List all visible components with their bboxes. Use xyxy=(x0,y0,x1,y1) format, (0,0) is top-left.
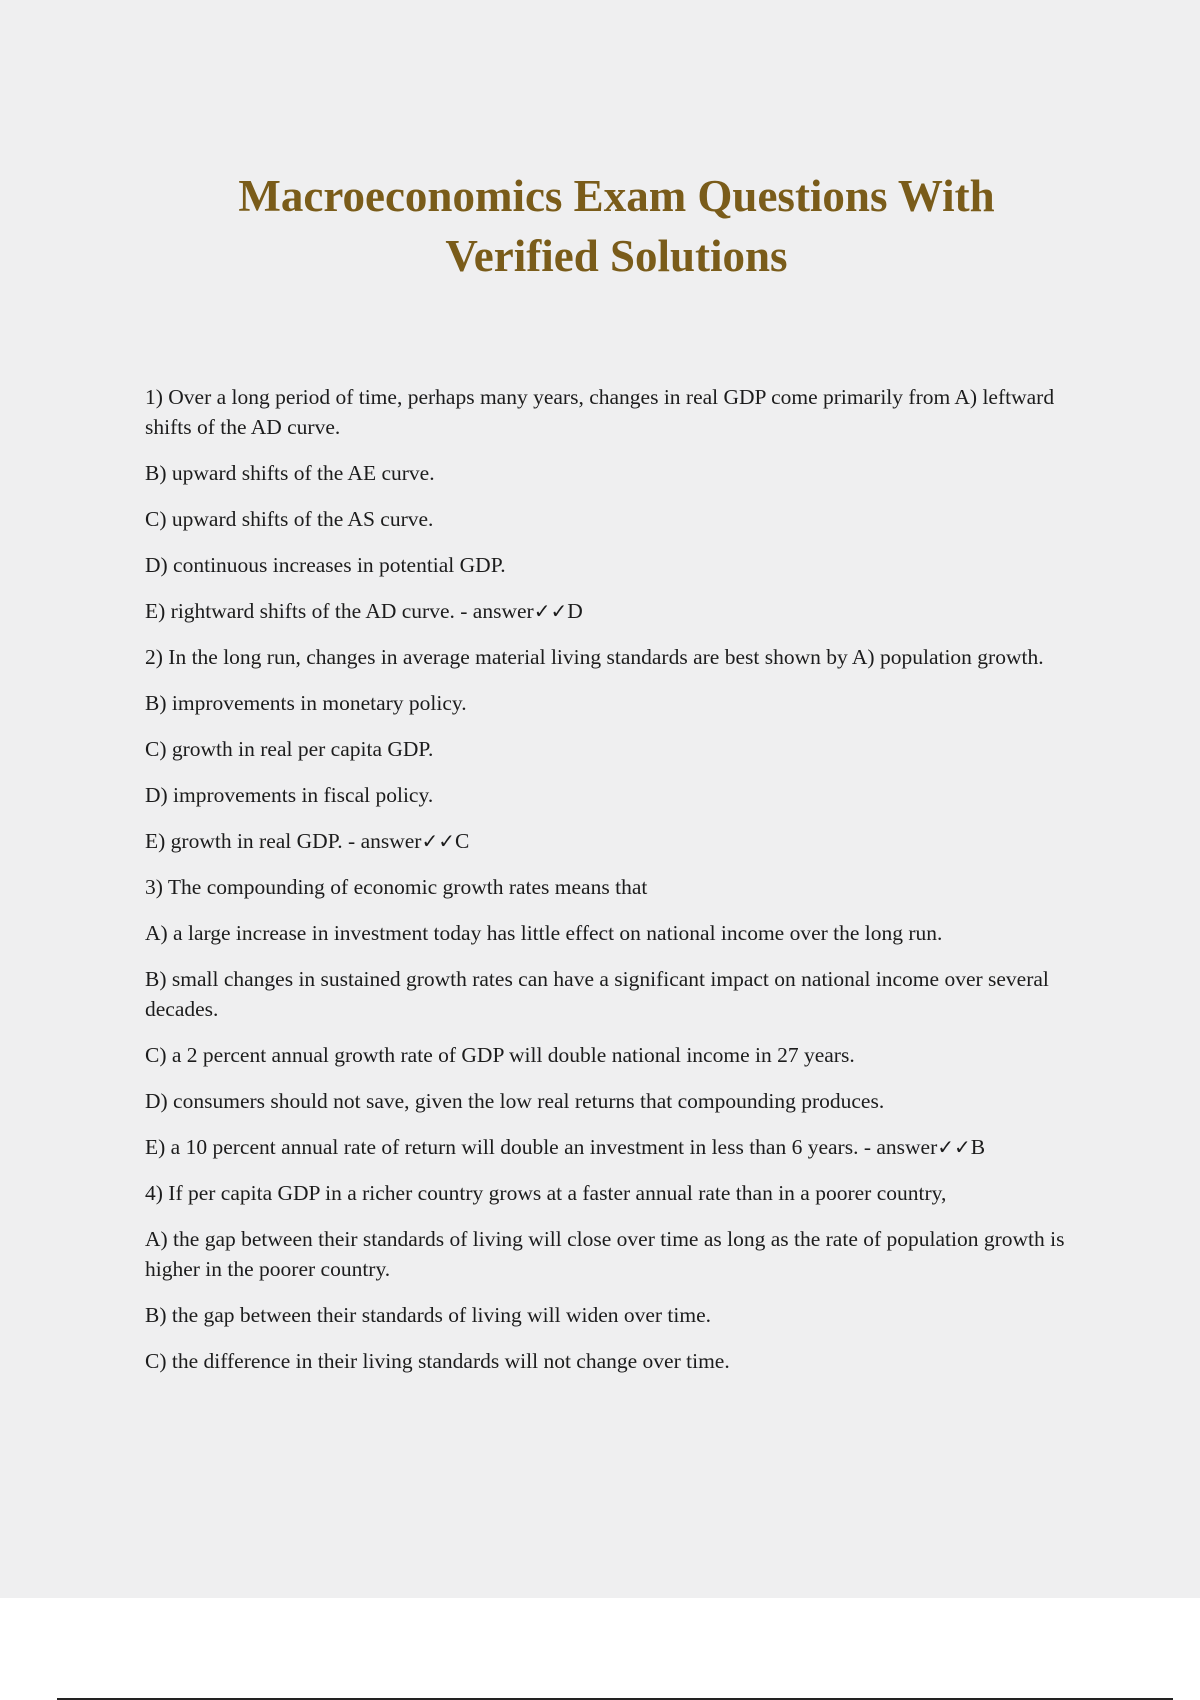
question-2-answer: C xyxy=(454,829,470,853)
answer-prefix: answer xyxy=(876,1135,938,1159)
question-4-option: A) the gap between their standards of living will close over time as long as the rate of population growth is higher in the poorer country. xyxy=(145,1227,1065,1281)
question-3-answer: B xyxy=(970,1135,986,1159)
question-1-final-option: E) rightward shifts of the AD curve. - xyxy=(145,599,473,623)
question-1-stem: 1) Over a long period of time, perhaps many years, changes in real GDP come primarily from A) leftward shifts of the AD curve. xyxy=(145,385,1055,439)
question-1-option: D) continuous increases in potential GDP. xyxy=(145,553,506,577)
question-3-option: D) consumers should not save, given the low real returns that compounding produces. xyxy=(145,1089,885,1113)
question-3-answer-line xyxy=(145,1132,1095,1162)
document-title xyxy=(100,166,1133,286)
question-1-option: C) upward shifts of the AS curve. xyxy=(145,507,434,531)
question-2-answer-line xyxy=(145,826,1095,856)
question-3-final-option: E) a 10 percent annual rate of return will double an investment in less than 6 years. - xyxy=(145,1135,877,1159)
question-1-answer: D xyxy=(567,599,583,623)
question-4-stem: 4) If per capita GDP in a richer country grows at a faster annual rate than in a poorer country, xyxy=(145,1181,947,1205)
check-mark-icon: ✓✓ xyxy=(421,829,455,853)
check-mark-icon: ✓✓ xyxy=(937,1135,971,1159)
question-2-final-option: E) growth in real GDP. - xyxy=(145,829,361,853)
question-2-option: C) growth in real per capita GDP. xyxy=(145,737,434,761)
question-3-stem: 3) The compounding of economic growth rates means that xyxy=(145,875,648,899)
question-list xyxy=(145,382,1095,1392)
question-2-stem: 2) In the long run, changes in average material living standards are best shown by A) population growth. xyxy=(145,645,1044,669)
question-4-option: C) the difference in their living standards will not change over time. xyxy=(145,1349,730,1373)
answer-prefix: answer xyxy=(360,829,422,853)
title-line-1: Macroeconomics Exam Questions With xyxy=(238,171,995,221)
question-4-option: B) the gap between their standards of living will widen over time. xyxy=(145,1303,712,1327)
question-3-option: B) small changes in sustained growth rates can have a significant impact on national income over several decades. xyxy=(145,967,1049,1021)
answer-prefix: answer xyxy=(472,599,534,623)
check-mark-icon: ✓✓ xyxy=(533,599,568,623)
question-2-option: B) improvements in monetary policy. xyxy=(145,691,467,715)
question-1-answer-line xyxy=(145,596,1095,626)
question-3-option: A) a large increase in investment today has little effect on national income over the long run. xyxy=(145,921,943,945)
question-1-option: B) upward shifts of the AE curve. xyxy=(145,461,435,485)
question-2-option: D) improvements in fiscal policy. xyxy=(145,783,434,807)
title-line-2: Verified Solutions xyxy=(445,231,788,281)
question-3-option: C) a 2 percent annual growth rate of GDP will double national income in 27 years. xyxy=(145,1043,855,1067)
